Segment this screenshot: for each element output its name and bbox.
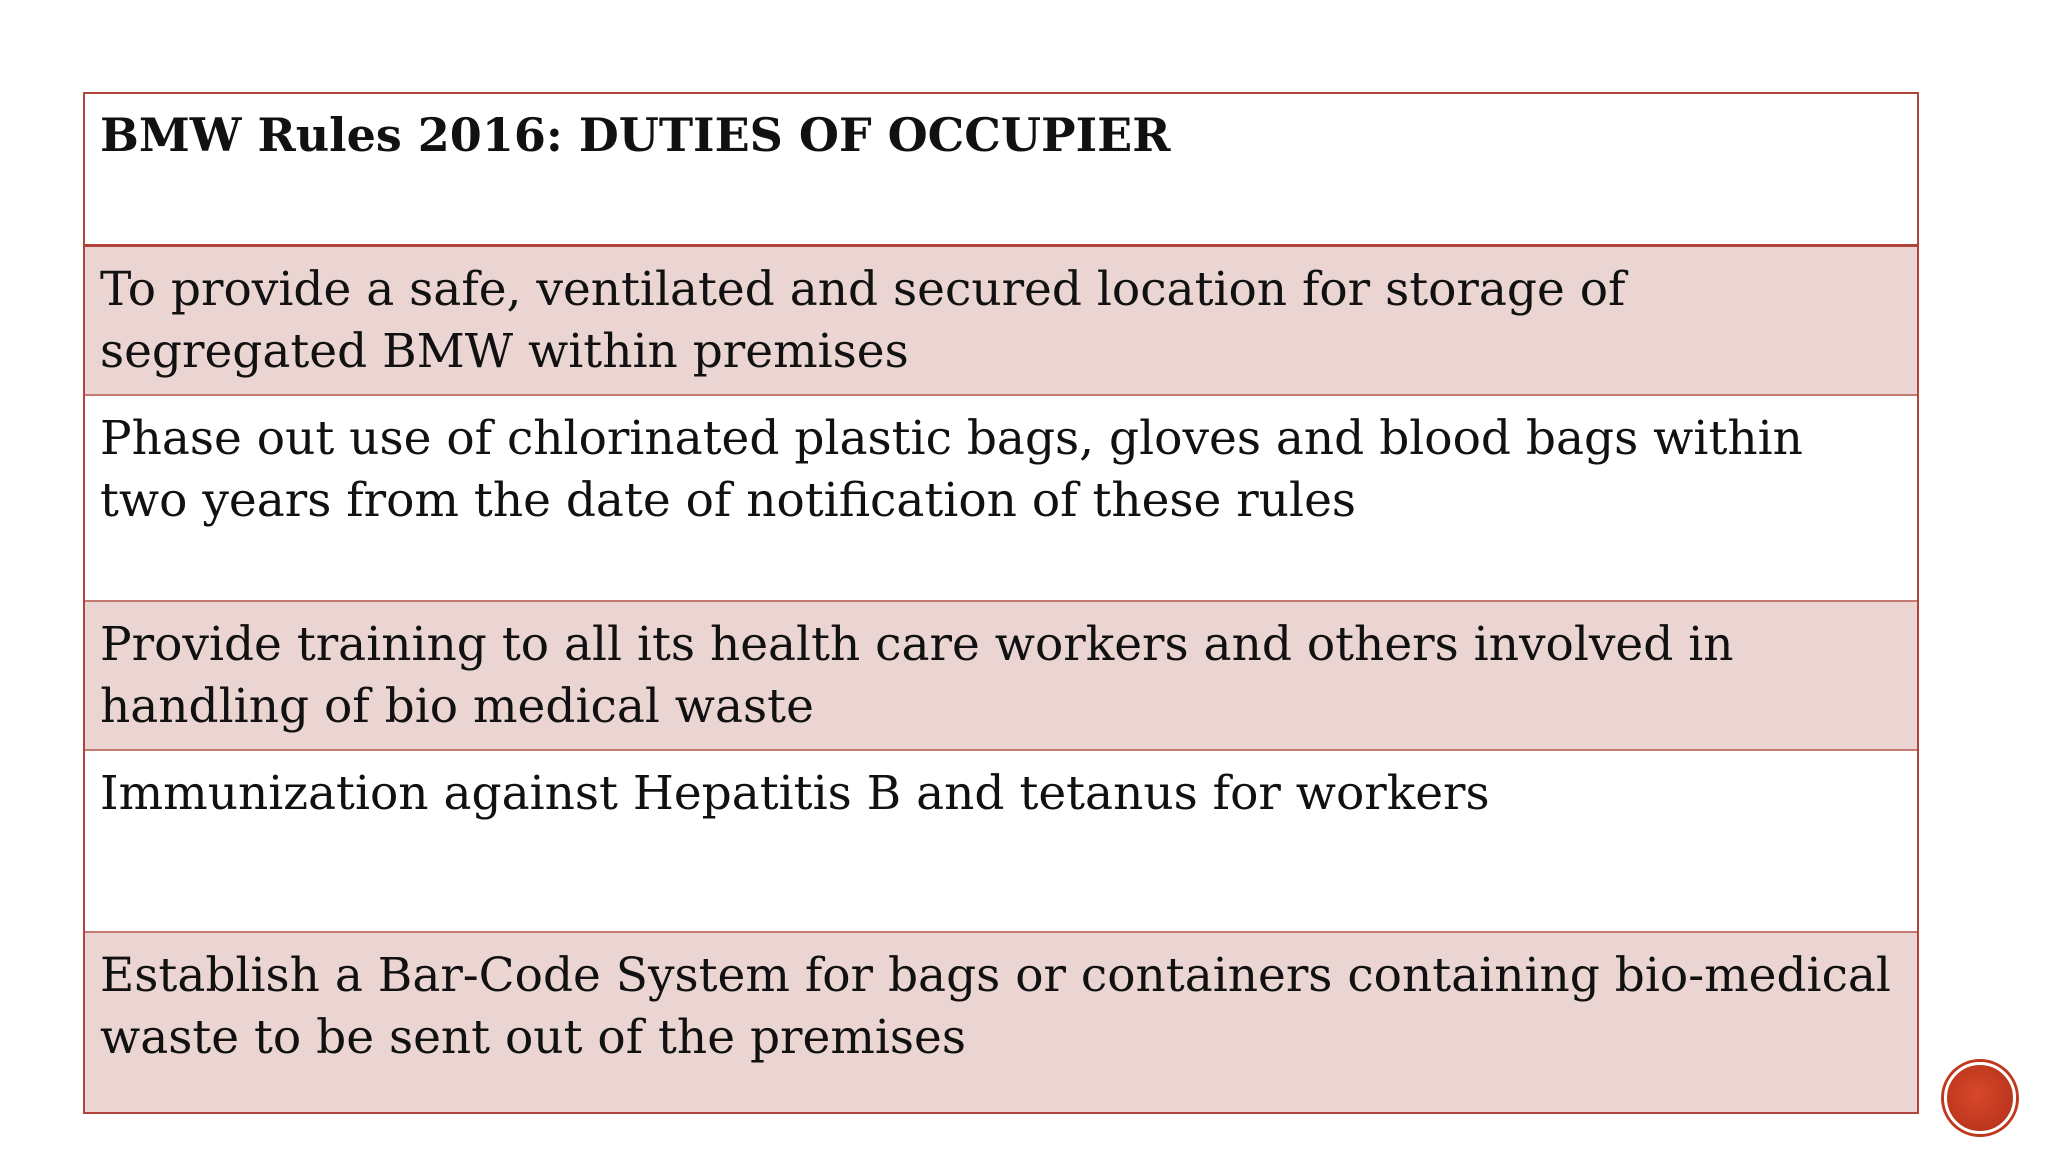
table-row: Phase out use of chlorinated plastic bags, gloves and blood bags within two years from the date of notification of these rules	[85, 394, 1917, 600]
duties-table	[83, 92, 1919, 1114]
table-row: Establish a Bar-Code System for bags or containers containing bio-medical waste to be sent out of the premises	[85, 931, 1917, 1112]
circle-button-icon[interactable]	[1944, 1062, 2016, 1134]
table-row: To provide a safe, ventilated and secured location for storage of segregated BMW within premises	[85, 244, 1917, 393]
table-row: Immunization against Hepatitis B and tetanus for workers	[85, 749, 1917, 930]
table-title: BMW Rules 2016: DUTIES OF OCCUPIER	[85, 94, 1917, 244]
table-row: Provide training to all its health care workers and others involved in handling of bio medical waste	[85, 600, 1917, 749]
